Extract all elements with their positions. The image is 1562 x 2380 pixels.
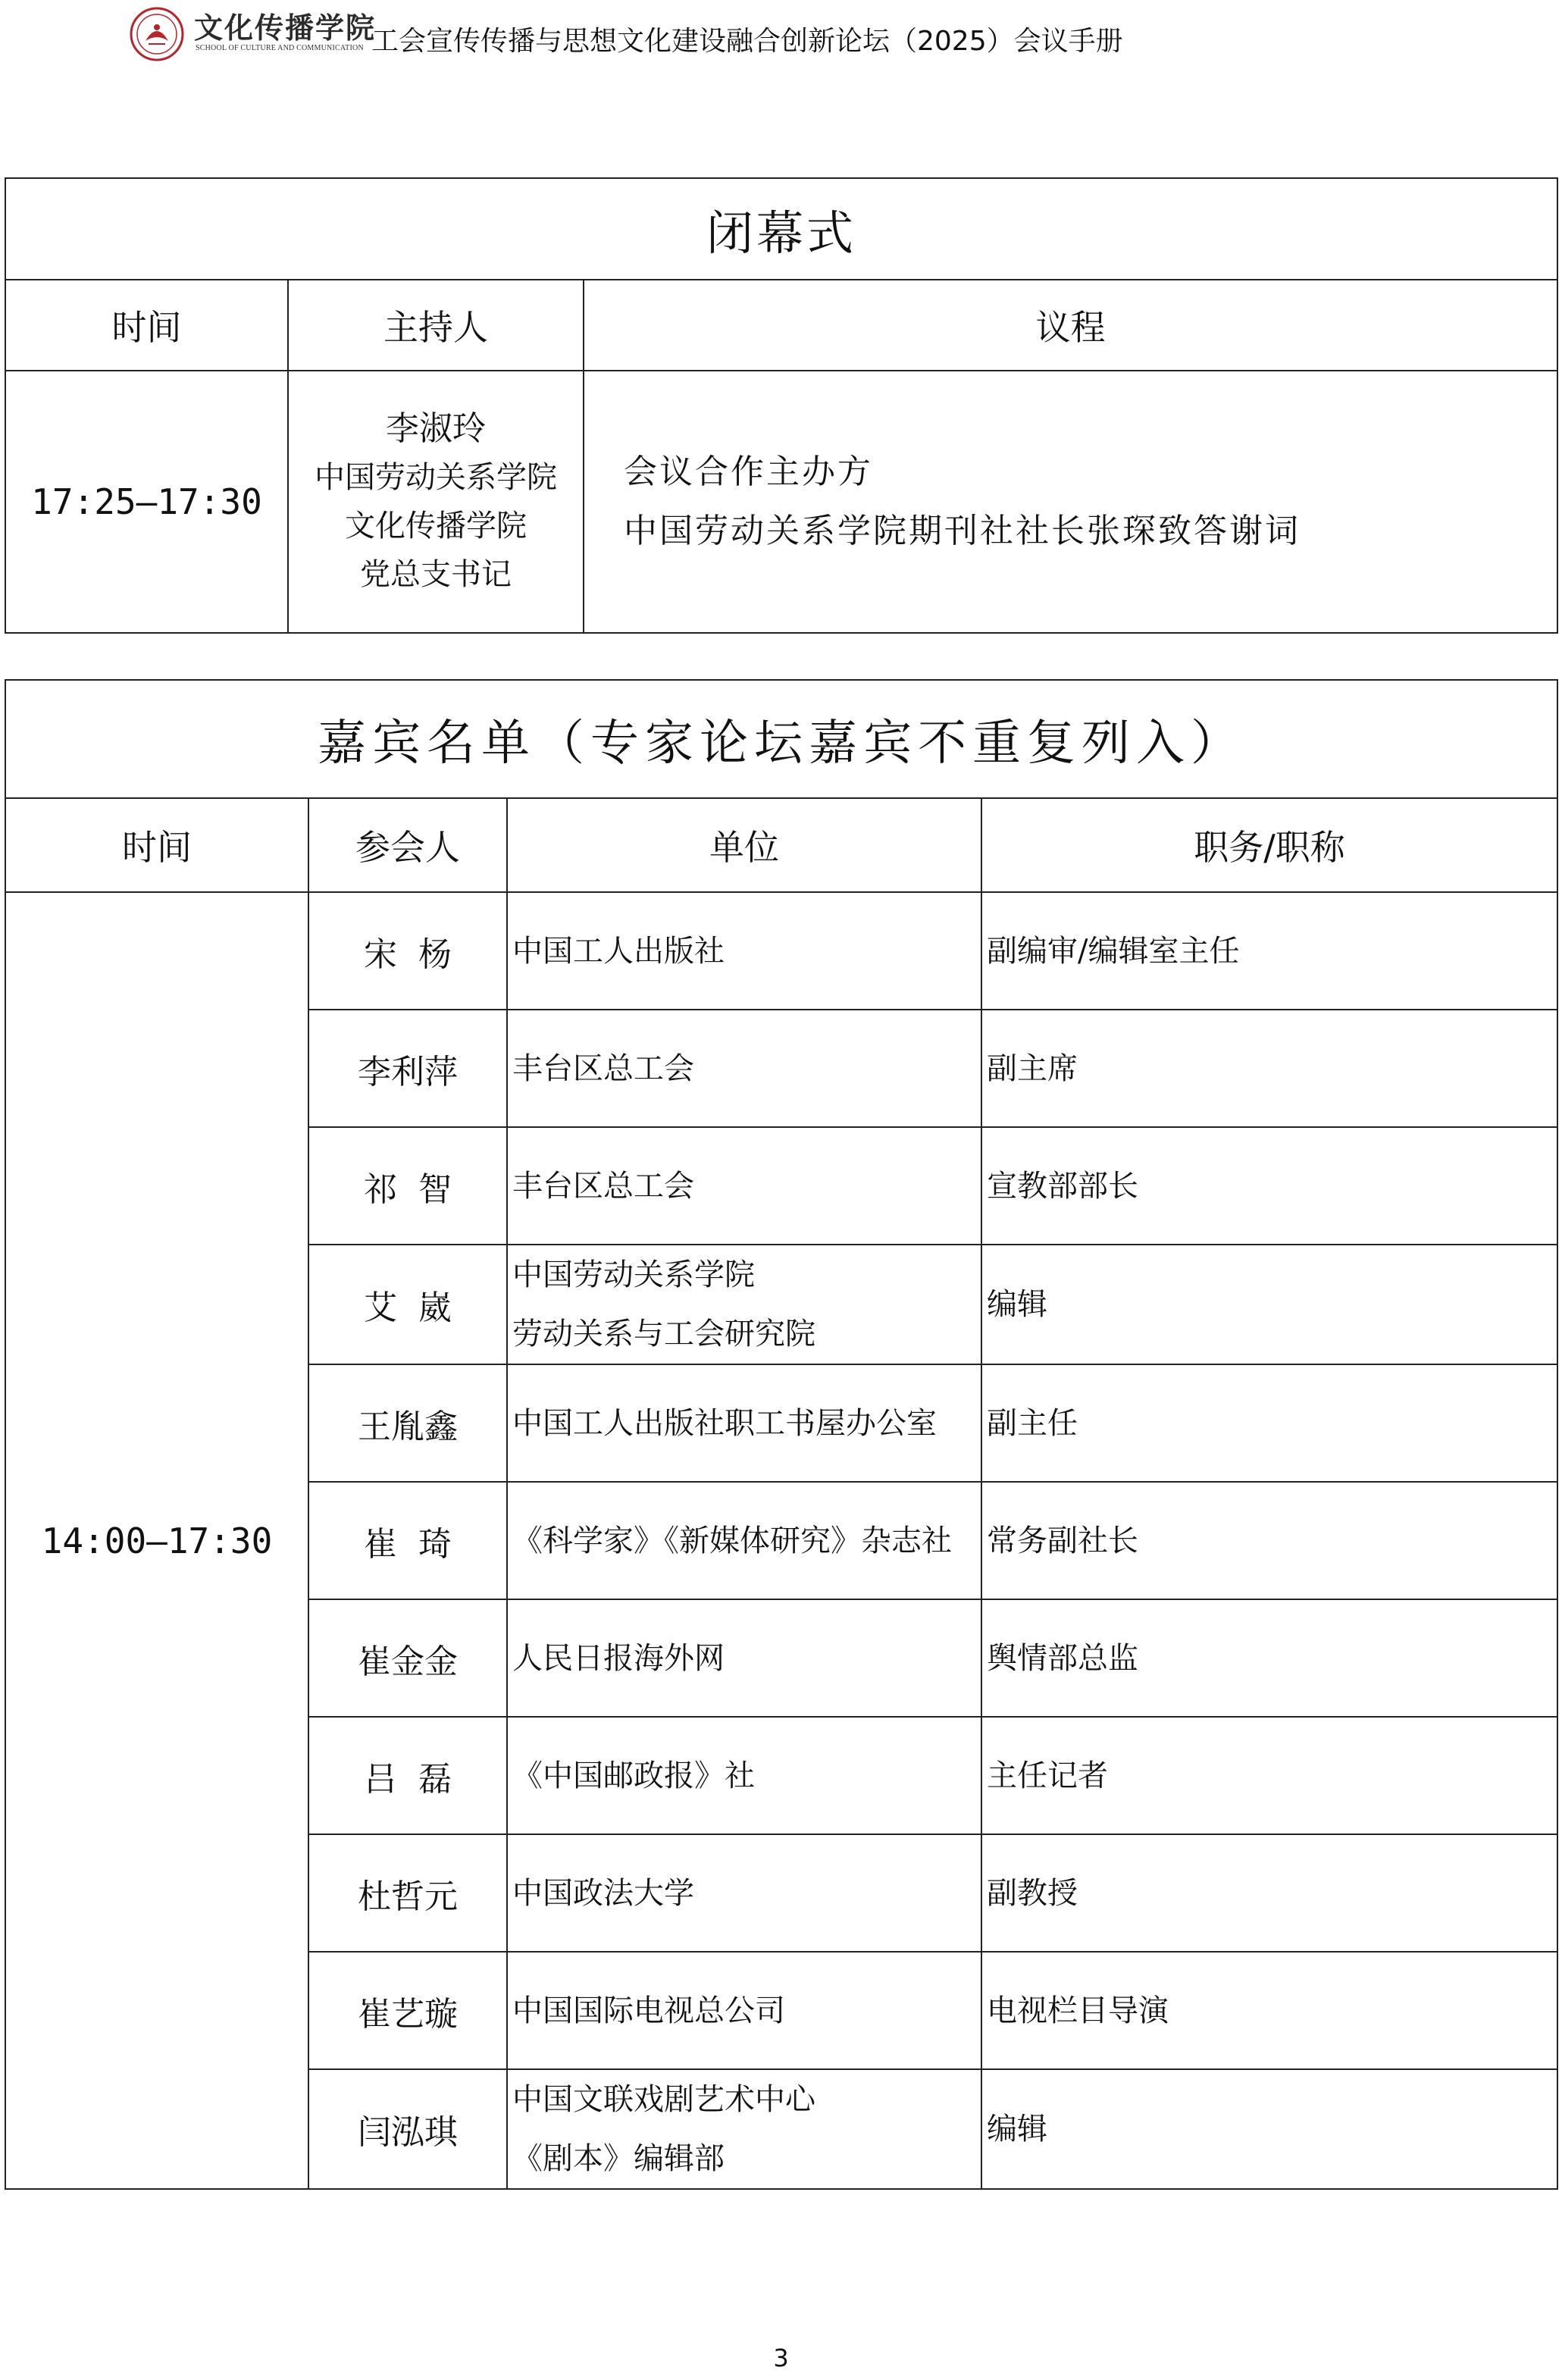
guest-list-table xyxy=(5,679,1558,2190)
guest-unit-line: 中国工人出版社 xyxy=(512,933,725,969)
guest-position: 电视栏目导演 xyxy=(981,1952,1557,2069)
guest-unit-line: 中国国际电视总公司 xyxy=(512,1993,785,2028)
guest-unit xyxy=(507,1010,981,1127)
column-header-position: 职务/职称 xyxy=(981,798,1557,892)
guest-position: 副教授 xyxy=(981,1834,1557,1952)
guest-name: 艾 崴 xyxy=(308,1245,507,1364)
guest-unit-line: 人民日报海外网 xyxy=(512,1640,725,1676)
guest-list-title: 嘉宾名单（专家论坛嘉宾不重复列入） xyxy=(5,680,1557,798)
table-row xyxy=(5,892,1557,1010)
school-logo-icon xyxy=(129,6,185,62)
guest-position: 副主任 xyxy=(981,1364,1557,1482)
column-header-attendee: 参会人 xyxy=(308,798,507,892)
guest-position: 编辑 xyxy=(981,1245,1557,1364)
logo-script-text: 文化传播学院 xyxy=(194,11,377,45)
guest-unit-line: 中国政法大学 xyxy=(512,1875,694,1911)
page-header xyxy=(129,3,1266,64)
logo-subtitle: SCHOOL OF CULTURE AND COMMUNICATION xyxy=(196,44,364,52)
guest-name: 崔艺璇 xyxy=(308,1952,507,2069)
guest-position: 副编审/编辑室主任 xyxy=(981,892,1557,1010)
guest-unit-line: 《中国邮政报》社 xyxy=(512,1758,755,1793)
guest-unit xyxy=(507,1482,981,1599)
guest-unit xyxy=(507,1717,981,1834)
guest-name: 李利萍 xyxy=(308,1010,507,1127)
guest-unit-line: 中国劳动关系学院 xyxy=(512,1257,755,1292)
host-affiliation-line: 文化传播学院 xyxy=(345,509,527,543)
guest-unit-line: 中国文联戏剧艺术中心 xyxy=(512,2082,815,2117)
guest-unit xyxy=(507,2069,981,2189)
host-affiliation-line: 中国劳动关系学院 xyxy=(315,460,557,495)
column-header-unit: 单位 xyxy=(507,798,981,892)
guest-unit-line: 《剧本》编辑部 xyxy=(512,2141,725,2176)
guest-position: 宣教部部长 xyxy=(981,1127,1557,1245)
guest-name: 祁 智 xyxy=(308,1127,507,1245)
column-header-time: 时间 xyxy=(5,280,288,371)
column-header-agenda: 议程 xyxy=(584,280,1557,371)
closing-time: 17:25—17:30 xyxy=(5,371,288,633)
closing-ceremony-title: 闭幕式 xyxy=(5,178,1557,280)
guest-name: 杜哲元 xyxy=(308,1834,507,1952)
agenda-line: 中国劳动关系学院期刊社社长张琛致答谢词 xyxy=(624,512,1301,550)
guest-unit-line: 劳动关系与工会研究院 xyxy=(512,1317,815,1351)
closing-host xyxy=(288,371,584,633)
column-header-time: 时间 xyxy=(5,798,308,892)
document-header-title: 工会宣传传播与思想文化建设融合创新论坛（2025）会议手册 xyxy=(371,26,1123,57)
guest-name: 闫泓琪 xyxy=(308,2069,507,2189)
host-title-line: 党总支书记 xyxy=(360,557,512,592)
page-number: 3 xyxy=(773,2344,789,2372)
column-header-host: 主持人 xyxy=(288,280,584,371)
guest-unit-line: 《科学家》《新媒体研究》杂志社 xyxy=(512,1523,952,1558)
guest-unit-line: 中国工人出版社职工书屋办公室 xyxy=(512,1405,937,1441)
closing-agenda xyxy=(584,371,1557,633)
guest-position: 编辑 xyxy=(981,2069,1557,2189)
guest-unit xyxy=(507,1834,981,1952)
guest-unit xyxy=(507,1952,981,2069)
guest-position: 常务副社长 xyxy=(981,1482,1557,1599)
guest-name: 崔 琦 xyxy=(308,1482,507,1599)
host-name: 李淑玲 xyxy=(386,409,486,448)
guest-name: 崔金金 xyxy=(308,1599,507,1717)
guest-position: 副主席 xyxy=(981,1010,1557,1127)
guest-name: 吕 磊 xyxy=(308,1717,507,1834)
guest-session-time: 14:00—17:30 xyxy=(5,892,308,2189)
guest-unit xyxy=(507,1364,981,1482)
guest-unit xyxy=(507,1245,981,1364)
guest-name: 宋 杨 xyxy=(308,892,507,1010)
guest-position: 舆情部总监 xyxy=(981,1599,1557,1717)
guest-unit xyxy=(507,1127,981,1245)
guest-unit-line: 丰台区总工会 xyxy=(512,1168,694,1204)
guest-unit-line: 丰台区总工会 xyxy=(512,1051,694,1086)
guest-unit xyxy=(507,1599,981,1717)
agenda-line: 会议合作主办方 xyxy=(624,453,873,491)
guest-unit xyxy=(507,892,981,1010)
closing-ceremony-table xyxy=(5,177,1558,634)
guest-position: 主任记者 xyxy=(981,1717,1557,1834)
guest-name: 王胤鑫 xyxy=(308,1364,507,1482)
